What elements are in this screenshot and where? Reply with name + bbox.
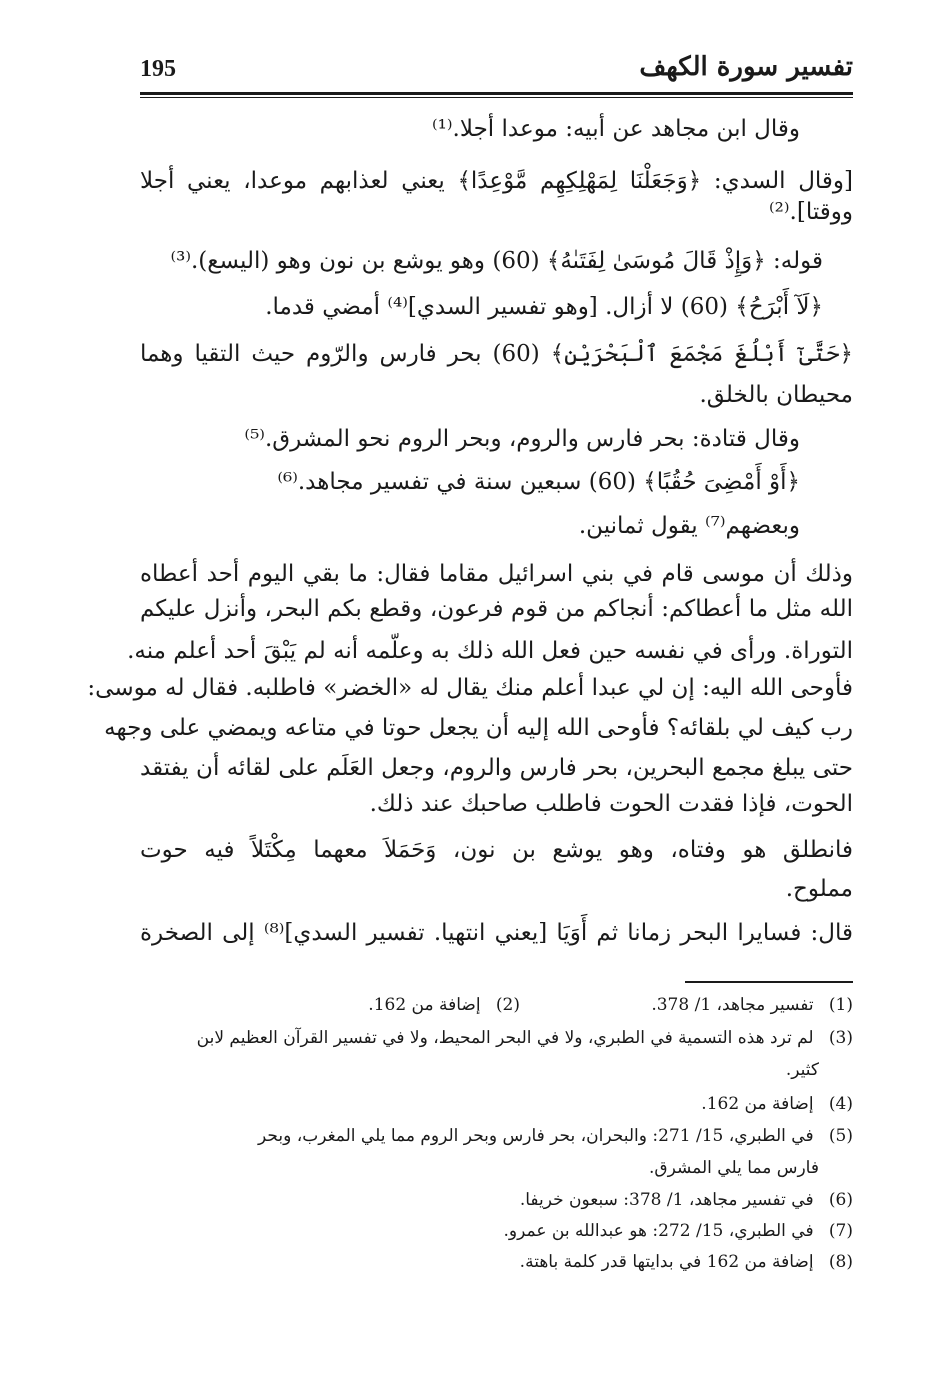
text-line: الحوت، فإذا فقدت الحوت فاطلب صاحبك عند ذلك. [369,791,853,817]
header-rule [140,92,853,95]
text-line: حتى يبلغ مجمع البحرين، بحر فارس والروم، وجعل العَلَم على لقائه أن يفتقد [140,755,853,781]
footnote-continuation: فارس مما يلي المشرق. [649,1158,819,1178]
footnote: (4) إضافة من 162. [701,1094,853,1114]
text-line: فأوحى الله اليه: إن لي عبدا أعلم منك يقال له «الخضر» فاطلبه. فقال له موسى: [87,675,853,701]
footnote: (8) إضافة من 162 في بدايتها قدر كلمة باهتة. [519,1252,853,1272]
footnote: (1) تفسير مجاهد، 1/ 378. [651,995,853,1015]
text-line: محيطان بالخلق. [699,382,853,408]
footnote: (7) في الطبري، 15/ 272: هو عبدالله بن عمرو. [503,1221,853,1241]
text-line: فانطلق هو وفتاه، وهو يوشع بن نون، وَحَمَلاَ معهما مِكْتَلاً فيه حوت [140,837,853,863]
text-line: وذلك أن موسى قام في بني اسرائيل مقاما فقال: ما بقي اليوم أحد أعطاه [140,561,853,587]
text-line: ﴿لَآ أَبْرَحُ﴾ (60) لا أزال. [وهو تفسير السدي]⁽⁴⁾ أمضي قدما. [265,294,823,320]
text-line: وبعضهم⁽⁷⁾ يقول ثمانين. [578,513,800,539]
text-line: قال: فسايرا البحر زمانا ثم أَوَيَا [يعني انتهيا. تفسير السدي]⁽⁸⁾ إلى الصخرة [140,920,853,946]
text-line: مملوح. [785,876,853,902]
header-rule-thin [140,97,853,98]
page-header [140,48,853,92]
footnote: (6) في تفسير مجاهد، 1/ 378: سبعون خريفا. [519,1190,853,1210]
page-number: 195 [140,56,176,82]
text-line: وقال قتادة: بحر فارس والروم، وبحر الروم نحو المشرق.⁽⁵⁾ [244,426,800,452]
footnote: (2) إضافة من 162. [368,995,520,1015]
text-line: الله مثل ما أعطاكم: أنجاكم من قوم فرعون، وقطع بكم البحر، وأنزل عليكم [140,596,853,622]
footnote-rule [685,981,853,983]
footnote: (5) في الطبري، 15/ 271: والبحران، بحر فارس وبحر الروم مما يلي المغرب، وبحر [258,1126,853,1146]
running-title: تفسير سورة الكهف [639,52,853,82]
footnote: (3) لم ترد هذه التسمية في الطبري، ولا في البحر المحيط، ولا في تفسير القرآن العظيم لابن [196,1028,853,1048]
text-line: ﴿أَوْ أَمْضِىَ حُقُبًا﴾ (60) سبعين سنة في تفسير مجاهد.⁽⁶⁾ [277,469,800,495]
footnote-continuation: كثير. [785,1060,819,1080]
text-line: ﴿حَتَّىٰٓ أَبْلُغَ مَجْمَعَ ٱلْبَحْرَيْنِ﴾ (60) بحر فارس والرّوم حيث التقيا وهما [140,341,853,367]
text-line: ووقتا].⁽²⁾ [769,199,853,225]
text-line: [وقال السدي: ﴿وَجَعَلْنَا لِمَهْلِكِهِم مَّوْعِدًا﴾ يعني لعذابهم موعدا، يعني أجلا [140,168,853,194]
text-line: التوراة. ورأى في نفسه حين فعل الله ذلك به وعلّمه أنه لم يَبْقَ أحد أعلم منه. [127,638,853,664]
text-line: قوله: ﴿وَإِذْ قَالَ مُوسَىٰ لِفَتَىٰهُ﴾ (60) وهو يوشع بن نون وهو (اليسع).⁽³⁾ [170,248,823,274]
text-line: وقال ابن مجاهد عن أبيه: موعدا أجلا.⁽¹⁾ [432,116,800,142]
text-line: رب كيف لي بلقائه؟ فأوحى الله إليه أن يجعل حوتا في متاعه ويمضي على وجهه [104,715,853,741]
